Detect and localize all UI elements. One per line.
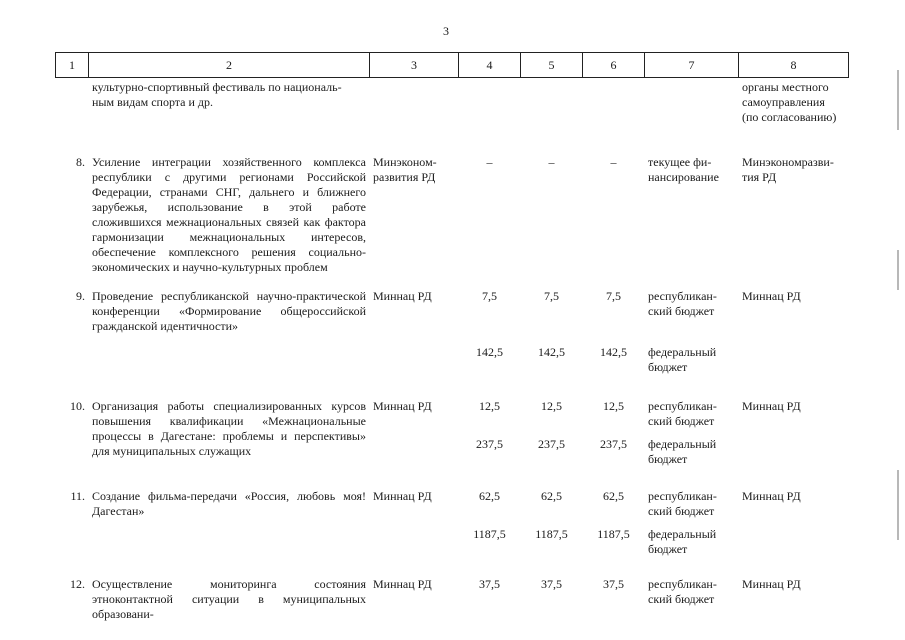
amount-year-1: 142,5 [476, 345, 503, 359]
amount-year-1: 1187,5 [473, 527, 506, 541]
responsible-organization: Миннац РД [742, 289, 801, 303]
amount-year-3: 237,5 [600, 437, 627, 451]
activity-row [56, 489, 849, 519]
scan-artifact [897, 250, 899, 290]
col-7-header: 7 [645, 53, 739, 78]
col-1-header: 1 [56, 53, 89, 78]
amount-year-2: 62,5 [541, 489, 562, 503]
funding-source: текущее фи- нансирование [648, 155, 719, 184]
amount-year-3: 142,5 [600, 345, 627, 359]
activity-number: 10. [70, 399, 85, 413]
amount-year-3: 37,5 [603, 577, 624, 591]
program-activities-table [55, 52, 849, 622]
amount-year-3: 1187,5 [597, 527, 630, 541]
amount-year-1: 7,5 [482, 289, 497, 303]
col-8-header: 8 [739, 53, 849, 78]
activity-description: Осуществление мониторинга состояния этноконтактной ситуации в муниципальных образовани- [92, 577, 366, 621]
activity-executor: Миннац РД [373, 577, 432, 591]
scan-artifact [897, 470, 899, 540]
activity-description: Усиление интеграции хозяйственного комплекса республики с другими регионами Российской Федерации, странами СНГ, дальнего и ближнего зарубежья, использование в этой работе сложившихся межнациональных связей как фактора гармонизации межнациональных интересов, обеспечение комплексного решения социально-экономических и научно-культурных проблем [92, 155, 366, 274]
amount-year-1: 62,5 [479, 489, 500, 503]
amount-year-1: 37,5 [479, 577, 500, 591]
amount-year-2: 237,5 [538, 437, 565, 451]
funding-source: республикан- ский бюджет [648, 489, 717, 518]
col-2-header: 2 [89, 53, 370, 78]
activity-executor: Минэконом- развития РД [373, 155, 437, 184]
page-number: 3 [443, 24, 449, 38]
continuation-row [56, 78, 849, 126]
activity-number: 8. [76, 155, 85, 169]
amount-year-2: 12,5 [541, 399, 562, 413]
responsible-organization: Миннац РД [742, 577, 801, 591]
amount-year-3: 7,5 [606, 289, 621, 303]
activity-row [56, 577, 849, 622]
activity-executor: Миннац РД [373, 289, 432, 303]
funding-source: республикан- ский бюджет [648, 399, 717, 428]
activity-description: Организация работы специализированных курсов повышения квалификации «Межнациональные процессы в Дагестане: проблемы и перспективы» для муниципальных служащих [92, 399, 366, 458]
activity-executor: Миннац РД [373, 399, 432, 413]
activity-row [56, 289, 849, 319]
funding-source: республикан- ский бюджет [648, 289, 717, 318]
col-6-header: 6 [583, 53, 645, 78]
activity-row [56, 399, 849, 429]
col-4-header: 4 [459, 53, 521, 78]
activity-executor: Миннац РД [373, 489, 432, 503]
activity-description: Проведение республиканской научно-практической конференции «Формирование общероссийской гражданской идентичности» [92, 289, 366, 333]
responsible-organization: Миннац РД [742, 399, 801, 413]
funding-source: федеральный бюджет [648, 345, 717, 374]
col-5-header: 5 [521, 53, 583, 78]
amount-year-1: 12,5 [479, 399, 500, 413]
scan-artifact [897, 70, 899, 130]
amount-year-2: 7,5 [544, 289, 559, 303]
responsible-organization: Минэкономразви- тия РД [742, 155, 834, 184]
amount-year-3: – [610, 155, 617, 169]
amount-year-2: 37,5 [541, 577, 562, 591]
continuation-text: культурно-спортивный фестиваль по националь- ным видам спорта и др. [92, 80, 342, 109]
activity-number: 12. [70, 577, 85, 591]
activity-row [56, 155, 849, 275]
activity-number: 9. [76, 289, 85, 303]
amount-year-2: 1187,5 [535, 527, 568, 541]
continuation-org: органы местного самоуправления (по согласованию) [742, 80, 837, 124]
amount-year-1: – [486, 155, 493, 169]
amount-year-1: 237,5 [476, 437, 503, 451]
funding-source: республикан- ский бюджет [648, 577, 717, 606]
funding-source: федеральный бюджет [648, 527, 717, 556]
amount-year-2: – [548, 155, 555, 169]
column-number-header [56, 53, 849, 78]
table-body [56, 78, 849, 623]
amount-year-3: 62,5 [603, 489, 624, 503]
activity-number: 11. [70, 489, 85, 503]
funding-source: федеральный бюджет [648, 437, 717, 466]
amount-year-2: 142,5 [538, 345, 565, 359]
activity-description: Создание фильма-передачи «Россия, любовь моя! Дагестан» [92, 489, 366, 518]
responsible-organization: Миннац РД [742, 489, 801, 503]
col-3-header: 3 [370, 53, 459, 78]
amount-year-3: 12,5 [603, 399, 624, 413]
